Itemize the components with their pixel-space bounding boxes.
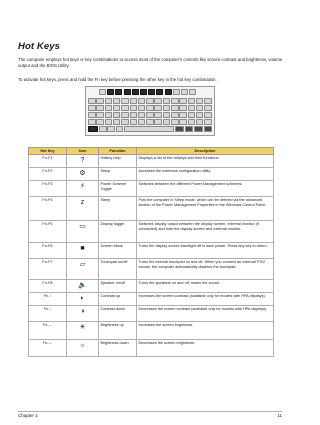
function-key-highlighted (132, 89, 139, 95)
table-row (29, 259, 274, 280)
setup-icon: ⚙ (79, 170, 86, 177)
function-key (181, 89, 188, 95)
keyboard-key (204, 98, 212, 104)
keyboard-key (171, 98, 179, 104)
function-cell: Power Scheme Toggle (99, 181, 137, 197)
function-key-highlighted (156, 89, 163, 95)
keyboard-key (196, 112, 204, 118)
keyboard-key (138, 112, 146, 118)
arrow-key (194, 126, 203, 132)
table-row (29, 306, 274, 322)
keyboard-key (163, 98, 171, 104)
function-key (189, 89, 196, 95)
keyboard-key (146, 98, 154, 104)
table-header-row (29, 148, 274, 155)
sleep-icon: z (80, 199, 85, 206)
table-row (29, 243, 274, 259)
header-hot-key: Hot Key (29, 148, 67, 155)
keyboard-key (188, 112, 196, 118)
function-key-highlighted (124, 89, 131, 95)
footer-divider (18, 411, 282, 412)
keyboard-key (88, 112, 96, 118)
function-cell: Touchpad on/off (99, 259, 137, 280)
icon-cell (67, 155, 99, 168)
power-scheme-icon: ⚡ (80, 183, 85, 190)
keyboard-key (130, 98, 138, 104)
keyboard-diagram (85, 86, 215, 136)
keyboard-key (179, 98, 187, 104)
keyboard-key (105, 105, 113, 111)
keyboard-key (130, 105, 138, 111)
function-cell: Contrast up (99, 293, 137, 306)
function-cell: Sleep (99, 197, 137, 221)
display-toggle-icon: ▭ (79, 223, 86, 230)
function-key (173, 89, 180, 95)
keyboard-key (204, 119, 212, 125)
function-cell: Contrast down (99, 306, 137, 322)
footer-page-number: 11 (277, 413, 282, 418)
description-cell: Increases the screen brightness. (137, 322, 274, 340)
keyboard-key (99, 126, 107, 132)
function-cell: Brightness up (99, 322, 137, 340)
hotkey-cell: Fn-← (29, 340, 67, 357)
table-row (29, 197, 274, 221)
keyboard-key (179, 119, 187, 125)
header-description: Description (137, 148, 274, 155)
keyboard-key (130, 112, 138, 118)
touchpad-icon: ▱ (79, 261, 86, 268)
hotkey-cell: Fn-↓ (29, 306, 67, 322)
keyboard-key (171, 119, 179, 125)
keyboard-key (196, 98, 204, 104)
brightness-up-icon: ☀ (79, 324, 86, 331)
icon-cell (67, 306, 99, 322)
keyboard-key (154, 98, 162, 104)
description-cell: Puts the computer in Sleep mode, which can be defined via the advanced section of the Power Management Properties in the Windows Control Panel. (137, 197, 274, 221)
contrast-down-icon: ◑ (80, 308, 85, 315)
brightness-down-icon: ☼ (79, 342, 86, 349)
spacebar-key (124, 126, 174, 132)
keyboard-key (116, 126, 124, 132)
table-row (29, 155, 274, 168)
function-cell: Speaker on/off (99, 280, 137, 293)
function-cell: Brightness down (99, 340, 137, 357)
icon-cell (67, 280, 99, 293)
icon-cell (67, 197, 99, 221)
keyboard-key (154, 119, 162, 125)
keyboard-key (204, 112, 212, 118)
description-cell: Decreases the screen brightness. (137, 340, 274, 357)
keyboard-key (121, 112, 129, 118)
description-cell: Increases the screen contrast (available only for models with HPA displays). (137, 293, 274, 306)
function-key-highlighted (140, 89, 147, 95)
hotkey-table (28, 147, 274, 357)
keyboard-key (146, 112, 154, 118)
function-cell: Display toggle (99, 221, 137, 243)
arrow-key (204, 126, 213, 132)
keyboard-key (105, 98, 113, 104)
keyboard-key (179, 105, 187, 111)
keyboard-key (188, 105, 196, 111)
arrow-key (175, 126, 184, 132)
keyboard-key (88, 119, 96, 125)
table-row (29, 168, 274, 181)
keyboard-key (163, 105, 171, 111)
hotkey-cell: Fn-↑ (29, 293, 67, 306)
function-key-highlighted (115, 89, 122, 95)
table-row (29, 322, 274, 340)
hotkey-cell: Fn-F5 (29, 221, 67, 243)
icon-cell (67, 259, 99, 280)
keyboard-key (146, 105, 154, 111)
keyboard-key (121, 98, 129, 104)
keyboard-key (121, 105, 129, 111)
function-cell: Setup (99, 168, 137, 181)
hotkey-cell: Fn-→ (29, 322, 67, 340)
contrast-up-icon: ◐ (80, 295, 85, 302)
keyboard-key (105, 119, 113, 125)
help-icon: ? (80, 157, 85, 164)
keyboard-key (163, 119, 171, 125)
function-key-highlighted (107, 89, 114, 95)
keyboard-key (88, 105, 96, 111)
table-row (29, 340, 274, 357)
screen-blank-icon: ■ (80, 245, 85, 252)
page-title: Hot Keys (18, 41, 60, 52)
keyboard-key (146, 119, 154, 125)
keyboard-key (96, 112, 104, 118)
table-row (29, 221, 274, 243)
keyboard-key (171, 112, 179, 118)
header-function: Function (99, 148, 137, 155)
hotkey-cell: Fn-F2 (29, 168, 67, 181)
icon-cell (67, 168, 99, 181)
footer-chapter: Chapter 1 (18, 413, 38, 418)
icon-cell (67, 293, 99, 306)
icon-cell (67, 322, 99, 340)
description-cell: Turns the display screen backlight off to save power. Press any key to return. (137, 243, 274, 259)
keyboard-key (188, 119, 196, 125)
function-key-highlighted (165, 89, 172, 95)
icon-cell (67, 243, 99, 259)
intro-paragraph: The computer employs hot keys or key combinations to access most of the computer's controls like screen contrast and brightness, volume output and the BIOS Utility. (18, 57, 283, 69)
keyboard-key (138, 98, 146, 104)
keyboard-key (204, 105, 212, 111)
description-cell: Switches between the different Power Management schemes. (137, 181, 274, 197)
description-cell: Displays a list of the hotkeys and their functions. (137, 155, 274, 168)
keyboard-key (107, 126, 115, 132)
icon-cell (67, 221, 99, 243)
table-row (29, 280, 274, 293)
hotkey-cell: Fn-F8 (29, 280, 67, 293)
keyboard-key (154, 112, 162, 118)
keyboard-key (171, 105, 179, 111)
table-row (29, 181, 274, 197)
keyboard-key (96, 119, 104, 125)
keyboard-key (196, 119, 204, 125)
keyboard-key (130, 119, 138, 125)
arrow-key (185, 126, 194, 132)
keyboard-key (113, 119, 121, 125)
fn-key-highlighted (88, 126, 98, 132)
keyboard-key (96, 98, 104, 104)
keyboard-key (196, 105, 204, 111)
hotkey-cell: Fn-F7 (29, 259, 67, 280)
hotkey-cell: Fn-F3 (29, 181, 67, 197)
keyboard-key (105, 112, 113, 118)
keyboard-key (179, 112, 187, 118)
hotkey-cell: Fn-F4 (29, 197, 67, 221)
keyboard-key (113, 105, 121, 111)
keyboard-key (138, 119, 146, 125)
keyboard-key (154, 105, 162, 111)
function-key (99, 89, 106, 95)
keyboard-key (113, 112, 121, 118)
hotkey-cell: Fn-F1 (29, 155, 67, 168)
speaker-icon: 🔈 (78, 282, 87, 289)
keyboard-key (163, 112, 171, 118)
intro-paragraph-2: To activate hot keys, press and hold the Fn key before pressing the other key in the hot key combination. (18, 77, 217, 82)
icon-cell (67, 340, 99, 357)
icon-cell (67, 181, 99, 197)
keyboard-key (188, 98, 196, 104)
function-key-highlighted (148, 89, 155, 95)
description-cell: Turns the internal touchpad on and off. When you connect an external PS/2 mouse, the computer automatically disables the touchpad. (137, 259, 274, 280)
keyboard-key (88, 98, 96, 104)
keyboard-key (96, 105, 104, 111)
description-cell: Switches display output between the display screen, external monitor (if connected) and both the display screen and external monitor. (137, 221, 274, 243)
hotkey-cell: Fn-F6 (29, 243, 67, 259)
description-cell: Decreases the screen contrast (available only for models with HPA displays). (137, 306, 274, 322)
header-icon: Icon (67, 148, 99, 155)
description-cell: Accesses the notebook configuration utility. (137, 168, 274, 181)
keyboard-key (138, 105, 146, 111)
function-cell: Screen blank (99, 243, 137, 259)
function-cell: Hotkey help (99, 155, 137, 168)
description-cell: Turns the speakers on and off; mutes the sound. (137, 280, 274, 293)
keyboard-key (113, 98, 121, 104)
table-row (29, 293, 274, 306)
keyboard-key (121, 119, 129, 125)
